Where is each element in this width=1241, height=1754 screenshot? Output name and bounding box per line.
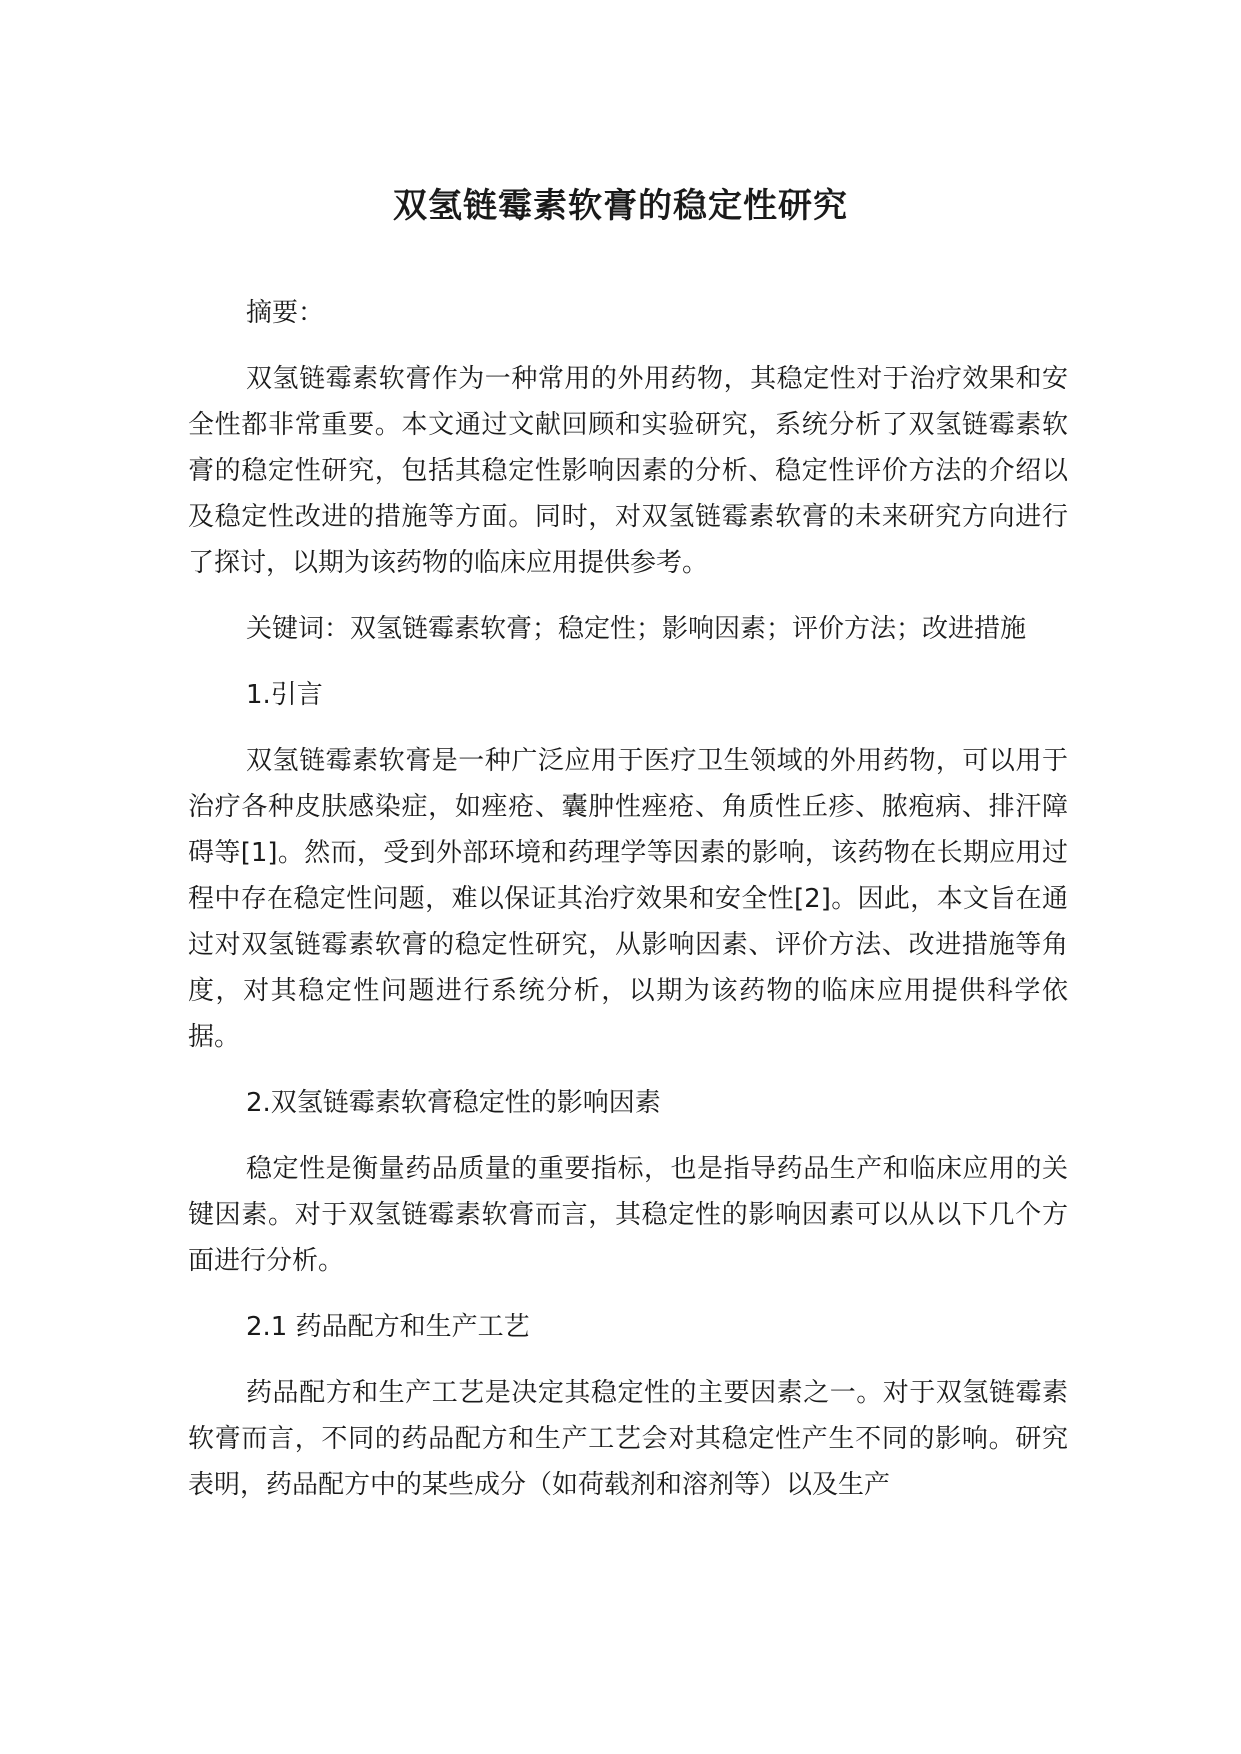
section-heading-influencing-factors: 2.双氢链霉素软膏稳定性的影响因素 (246, 1088, 661, 1118)
abstract-paragraph: 双氢链霉素软膏作为一种常用的外用药物，其稳定性对于治疗效果和安全性都非常重要。本文通过文献回顾和实验研究，系统分析了双氢链霉素软膏的稳定性研究，包括其稳定性影响因素的分析、稳定性评价方法的介绍以及稳定性改进的措施等方面。同时，对双氢链霉素软膏的未来研究方向进行了探讨，以期为该药物的临床应用提供参考。 (188, 364, 1068, 578)
formulation-paragraph: 药品配方和生产工艺是决定其稳定性的主要因素之一。对于双氢链霉素软膏而言，不同的药品配方和生产工艺会对其稳定性产生不同的影响。研究表明，药品配方中的某些成分（如荷载剂和溶剂等）以及生产 (188, 1378, 1068, 1500)
influencing-factors-paragraph: 稳定性是衡量药品质量的重要指标，也是指导药品生产和临床应用的关键因素。对于双氢链霉素软膏而言，其稳定性的影响因素可以从以下几个方面进行分析。 (188, 1154, 1068, 1276)
introduction-paragraph: 双氢链霉素软膏是一种广泛应用于医疗卫生领域的外用药物，可以用于治疗各种皮肤感染症，如痤疮、囊肿性痤疮、角质性丘疹、脓疱病、排汗障碍等[1]。然而，受到外部环境和药理学等因素的影响，该药物在长期应用过程中存在稳定性问题，难以保证其治疗效果和安全性[2]。因此，本文旨在通过对双氢链霉素软膏的稳定性研究，从影响因素、评价方法、改进措施等角度，对其稳定性问题进行系统分析，以期为该药物的临床应用提供科学依据。 (188, 746, 1068, 1052)
subsection-heading-formulation: 2.1 药品配方和生产工艺 (246, 1312, 530, 1342)
keywords-paragraph: 关键词：双氢链霉素软膏；稳定性；影响因素；评价方法；改进措施 (246, 614, 1027, 644)
abstract-heading: 摘要： (246, 298, 325, 328)
document-body (188, 290, 1068, 1528)
section-heading-introduction: 1.引言 (246, 680, 323, 710)
document-title: 双氢链霉素软膏的稳定性研究 (393, 186, 848, 226)
